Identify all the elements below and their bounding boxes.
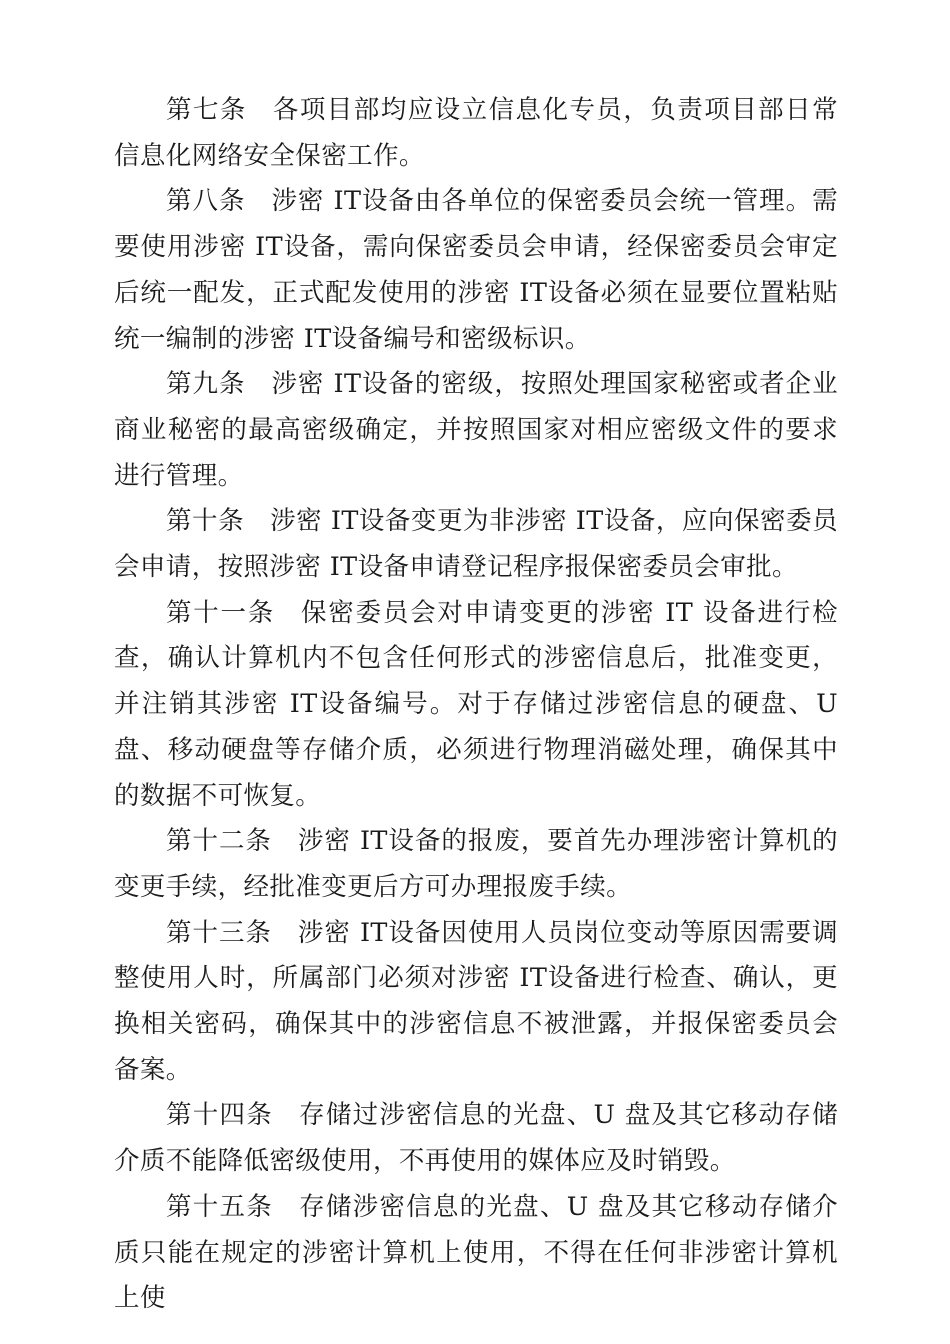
article-number: 第十四条 [166,1100,274,1131]
article-text: 各项目部均应设立信息化专员，负责项目部日常信息化网络安全保密工作。 [114,95,839,171]
article-text: 涉密 IT设备的密级，按照处理国家秘密或者企业商业秘密的最高密级确定，并按照国家对相应密级文件的要求进行管理。 [114,369,839,491]
article-number: 第九条 [166,369,246,400]
article-10 [114,499,838,590]
article-text: 涉密 IT设备变更为非涉密 IT设备，应向保密委员会申请，按照涉密 IT设备申请登记程序报保密委员会审批。 [114,506,839,583]
article-15 [114,1185,838,1322]
article-text: 存储过涉密信息的光盘、U 盘及其它移动存储介质不能降低密级使用，不再使用的媒体应及时销毁。 [114,1100,838,1177]
article-7 [114,88,838,179]
article-11 [114,591,838,820]
document-body [114,88,838,1322]
article-number: 第十二条 [166,826,272,857]
article-14 [114,1093,838,1184]
article-number: 第十三条 [166,917,272,948]
article-12 [114,819,838,910]
article-text: 保密委员会对申请变更的涉密 IT 设备进行检查，确认计算机内不包含任何形式的涉密信息后，批准变更，并注销其涉密 IT设备编号。对于存储过涉密信息的硬盘、U 盘、移动硬盘等存储介质，必须进行物理消磁处理，确保其中的数据不可恢复。 [114,597,838,811]
article-number: 第十条 [166,506,245,537]
article-text: 涉密 IT设备因使用人员岗位变动等原因需要调整使用人时，所属部门必须对涉密 IT设备进行检查、确认，更换相关密码，确保其中的涉密信息不被泄露，并报保密委员会备案。 [114,917,838,1085]
article-13 [114,911,838,1094]
article-text: 存储涉密信息的光盘、U 盘及其它移动存储介质只能在规定的涉密计算机上使用，不得在任何非涉密计算机上使 [114,1191,838,1314]
article-number: 第八条 [166,186,246,217]
article-number: 第七条 [166,95,247,125]
article-number: 第十一条 [166,597,276,628]
article-number: 第十五条 [166,1191,274,1222]
article-text: 涉密 IT设备的报废，要首先办理涉密计算机的变更手续，经批准变更后方可办理报废手续。 [114,826,838,902]
article-8 [114,179,838,362]
article-9 [114,362,838,499]
article-text: 涉密 IT设备由各单位的保密委员会统一管理。需要使用涉密 IT设备，需向保密委员会申请，经保密委员会审定后统一配发，正式配发使用的涉密 IT设备必须在显要位置粘贴统一编制的涉密 IT设备编号和密级标识。 [114,186,839,354]
